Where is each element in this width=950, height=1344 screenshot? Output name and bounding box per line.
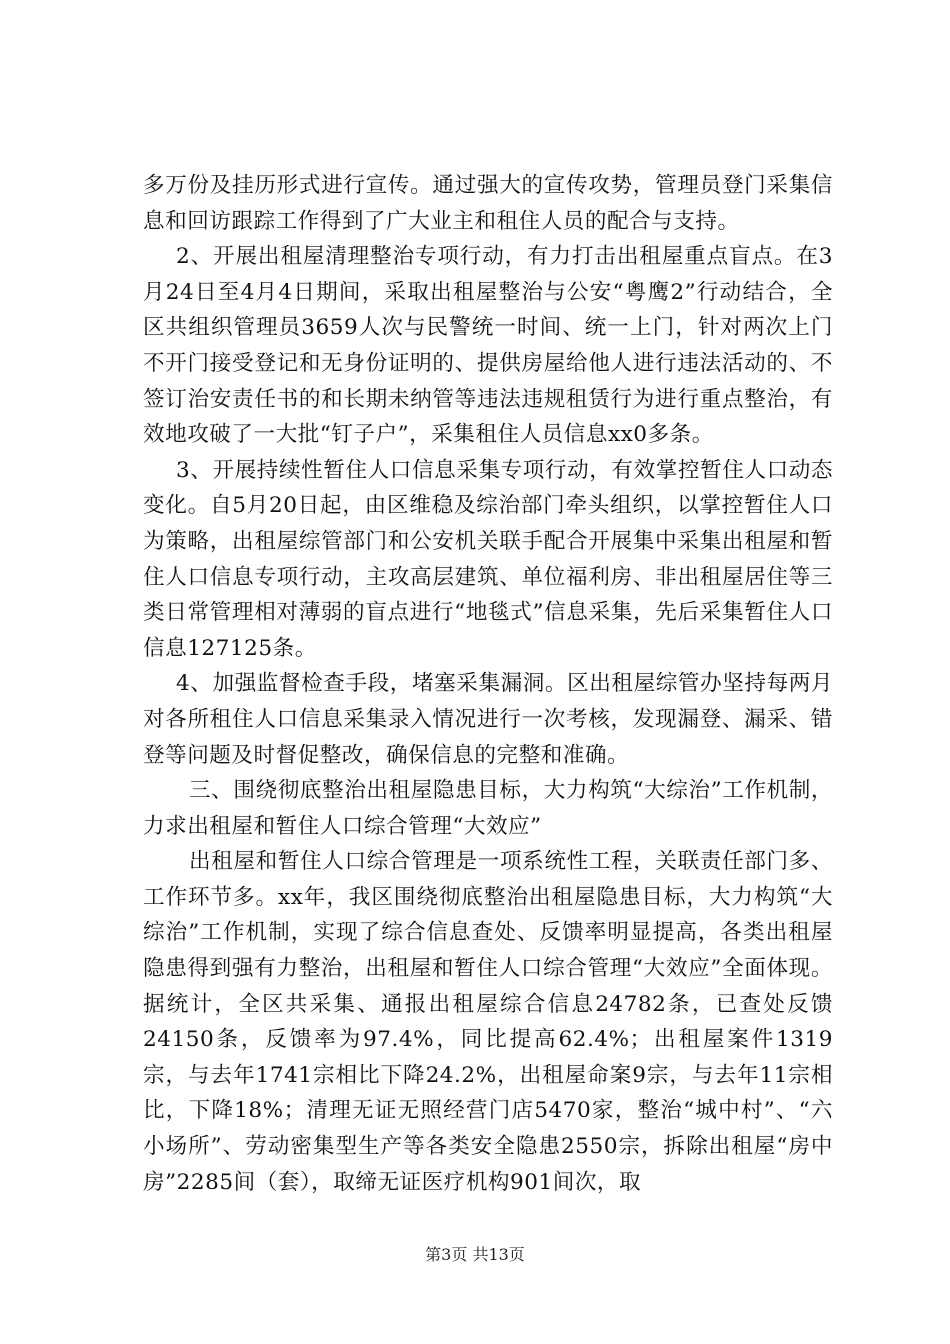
paragraph-item-4: 4、加强监督检查手段，堵塞采集漏洞。区出租屋综管办坚持每两月对各所租住人口信息采集录入情况进行一次考核，发现漏登、漏采、错登等问题及时督促整改，确保信息的完整和准确。 bbox=[143, 671, 833, 768]
page-number-footer: 第3页 共13页 bbox=[425, 1245, 525, 1264]
paragraph-summary: 出租屋和暂住人口综合管理是一项系统性工程，关联责任部门多、工作环节多。xx年，我区围绕彻底整治出租屋隐患目标，大力构筑“大综治”工作机制，实现了综合信息查处、反馈率明显提高，各类出租屋隐患得到强有力整治，出租屋和暂住人口综合管理“大效应”全面体现。据统计，全区共采集、通报出租屋综合信息24782条，已查处反馈24150条，反馈率为97.4%，同比提高62.4%；出租屋案件1319宗，与去年1741宗相比下降24.2%，出租屋命案9宗，与去年11宗相比，下降18%；清理无证无照经营门店5470家，整治“城中村”、“六小场所”、劳动密集型生产等各类安全隐患2550宗，拆除出租屋“房中房”2285间（套），取缔无证医疗机构901间次，取 bbox=[143, 849, 833, 1195]
paragraph-item-3: 3、开展持续性暂住人口信息采集专项行动，有效掌控暂住人口动态变化。自5月20日起，由区维稳及综治部门牵头组织，以掌控暂住人口为策略，出租屋综管部门和公安机关联手配合开展集中采集出租屋和暂住人口信息专项行动，主攻高层建筑、单位福利房、非出租屋居住等三类日常管理相对薄弱的盲点进行“地毯式”信息采集，先后采集暂住人口信息127125条。 bbox=[143, 457, 833, 661]
document-body bbox=[143, 168, 833, 1200]
paragraph-continuation: 多万份及挂历形式进行宣传。通过强大的宣传攻势，管理员登门采集信息和回访跟踪工作得到了广大业主和租住人员的配合与支持。 bbox=[143, 173, 833, 234]
paragraph-item-2: 2、开展出租屋清理整治专项行动，有力打击出租屋重点盲点。在3月24日至4月4日期间，采取出租屋整治与公安“粤鹰2”行动结合，全区共组织管理员3659人次与民警统一时间、统一上门，针对两次上门不开门接受登记和无身份证明的、提供房屋给他人进行违法活动的、不签订治安责任书的和长期未纳管等违法违规租赁行为进行重点整治，有效地攻破了一大批“钉子户”，采集租住人员信息xx0多条。 bbox=[143, 244, 833, 448]
section-heading-3: 三、围绕彻底整治出租屋隐患目标，大力构筑“大综治”工作机制，力求出租屋和暂住人口综合管理“大效应” bbox=[143, 778, 833, 839]
